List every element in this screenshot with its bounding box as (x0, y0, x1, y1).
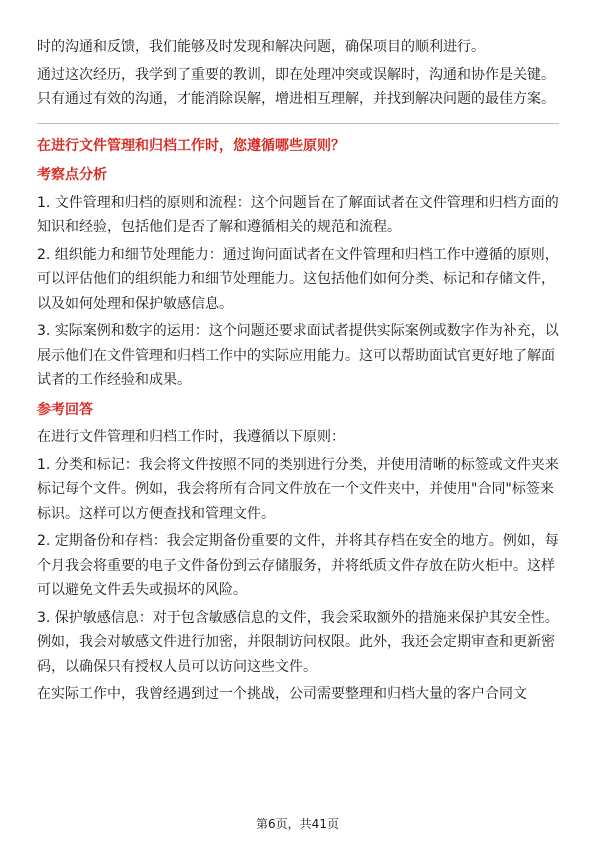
page-number: 第6页，共41页 (256, 817, 339, 831)
analysis-item: 1. 文件管理和归档的原则和流程：这个问题旨在了解面试者在文件管理和归档方面的知识和经验，包括他们是否了解和遵循相关的规范和流程。 (37, 194, 559, 235)
continued-paragraph: 时的沟通和反馈，我们能够及时发现和解决问题，确保项目的顺利进行。 (37, 39, 485, 55)
question-title: 在进行文件管理和归档工作时，您遵循哪些原则？ (37, 137, 345, 154)
answer-item: 3. 保护敏感信息：对于包含敏感信息的文件，我会采取额外的措施来保护其安全性。例如，我会对敏感文件进行加密，并限制访问权限。此外，我还会定期审查和更新密码，以确保只有授权人员可以访问这些文件。 (37, 609, 559, 675)
section-divider (37, 123, 559, 124)
page-content (37, 35, 559, 707)
analysis-heading: 考察点分析 (37, 167, 107, 183)
answer-item: 1. 分类和标记：我会将文件按照不同的类别进行分类，并使用清晰的标签或文件夹来标记每个文件。例如，我会将所有合同文件放在一个文件夹中，并使用"合同"标签来标识。这样可以方便查找和管理文件。 (37, 456, 559, 522)
lesson-paragraph: 通过这次经历，我学到了重要的教训，即在处理冲突或误解时，沟通和协作是关键。只有通过有效的沟通，才能消除误解，增进相互理解，并找到解决问题的最佳方案。 (37, 66, 555, 107)
answer-heading: 参考回答 (37, 401, 93, 418)
answer-closing: 在实际工作中，我曾经遇到过一个挑战，公司需要整理和归档大量的客户合同文 (37, 686, 527, 702)
analysis-item: 3. 实际案例和数字的运用：这个问题还要求面试者提供实际案例或数字作为补充，以展示他们在文件管理和归档工作中的实际应用能力。这可以帮助面试官更好地了解面试者的工作经验和成果。 (37, 323, 559, 388)
analysis-item: 2. 组织能力和细节处理能力：通过询问面试者在文件管理和归档工作中遵循的原则，可以评估他们的组织能力和细节处理能力。这包括他们如何分类、标记和存储文件，以及如何处理和保护敏感信息。 (37, 246, 559, 312)
answer-item: 2. 定期备份和存档：我会定期备份重要的文件，并将其存档在安全的地方。例如，每个月我会将重要的电子文件备份到云存储服务，并将纸质文件存放在防火柜中。这样可以避免文件丢失或损坏的风险。 (37, 533, 559, 598)
answer-intro: 在进行文件管理和归档工作时，我遵循以下原则： (37, 429, 345, 445)
